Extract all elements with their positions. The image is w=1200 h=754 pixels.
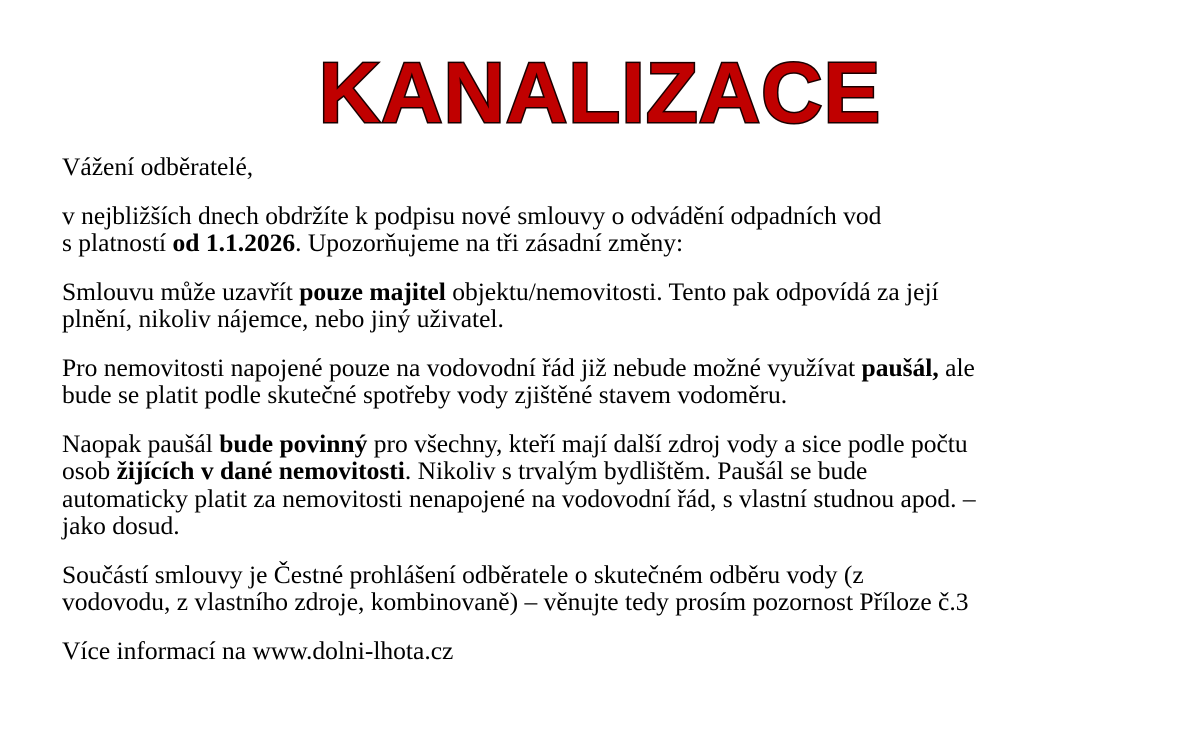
bold-text: od 1.1.2026 (172, 228, 296, 257)
text-line (62, 430, 1182, 458)
paragraph (62, 637, 1182, 665)
paragraph (62, 354, 1182, 409)
text-line (62, 457, 1182, 485)
text: plnění, nikoliv nájemce, nebo jiný uživatel. (62, 304, 504, 333)
text-line (62, 202, 1182, 230)
text-line (62, 153, 1182, 181)
text: Více informací na www.dolni-lhota.cz (62, 635, 454, 665)
text: . Upozorňujeme na tři zásadní změny: (295, 228, 684, 257)
page-title: KANALIZACE (318, 46, 882, 141)
paragraph (62, 278, 1182, 333)
notice-body (62, 153, 1182, 685)
text: Součástí smlouvy je Čestné prohlášení odběratele o skutečném odběru vody (z (62, 559, 864, 589)
text-line (62, 305, 1182, 333)
bold-text: žijících v dané nemovitosti (116, 456, 405, 485)
text-line (62, 485, 1182, 513)
text: ale (938, 352, 975, 382)
text: s platností (62, 228, 173, 257)
text: Pro nemovitosti napojené pouze na vodovodní řád již nebude možné využívat (62, 352, 862, 382)
text: automaticky platit za nemovitosti nenapojené na vodovodní řád, s vlastní studnou apod. – (62, 483, 976, 513)
text-line (62, 381, 1182, 409)
text: vodovodu, z vlastního zdroje, kombinovaně) – věnujte tedy prosím pozornost Příloze č.3 (62, 587, 969, 616)
text: jako dosud. (62, 511, 180, 540)
text: pro všechny, kteří mají další zdroj vody a sice podle počtu (367, 428, 968, 458)
text: Vážení odběratelé, (62, 152, 254, 181)
text-line (62, 561, 1182, 589)
bold-text: paušál, (861, 352, 939, 382)
paragraph (62, 561, 1182, 616)
text-line (62, 637, 1182, 665)
text: osob (62, 456, 117, 485)
text: . Nikoliv s trvalým bydlištěm. Paušál se bude (404, 456, 868, 485)
text: bude se platit podle skutečné spotřeby vody zjištěné stavem vodoměru. (62, 380, 788, 409)
text: Smlouvu může uzavřít (62, 276, 300, 306)
text: objektu/nemovitosti. Tento pak odpovídá za její (445, 276, 939, 306)
bold-text: bude povinný (219, 428, 368, 458)
paragraph (62, 153, 1182, 181)
paragraph (62, 430, 1182, 540)
paragraph (62, 202, 1182, 257)
text-line (62, 229, 1182, 257)
bold-text: pouze majitel (299, 276, 446, 306)
text: Naopak paušál (62, 428, 220, 458)
text-line (62, 278, 1182, 306)
text-line (62, 512, 1182, 540)
text-line (62, 588, 1182, 616)
text: v nejbližších dnech obdržíte k podpisu nové smlouvy o odvádění odpadních vod (62, 200, 882, 230)
text-line (62, 354, 1182, 382)
